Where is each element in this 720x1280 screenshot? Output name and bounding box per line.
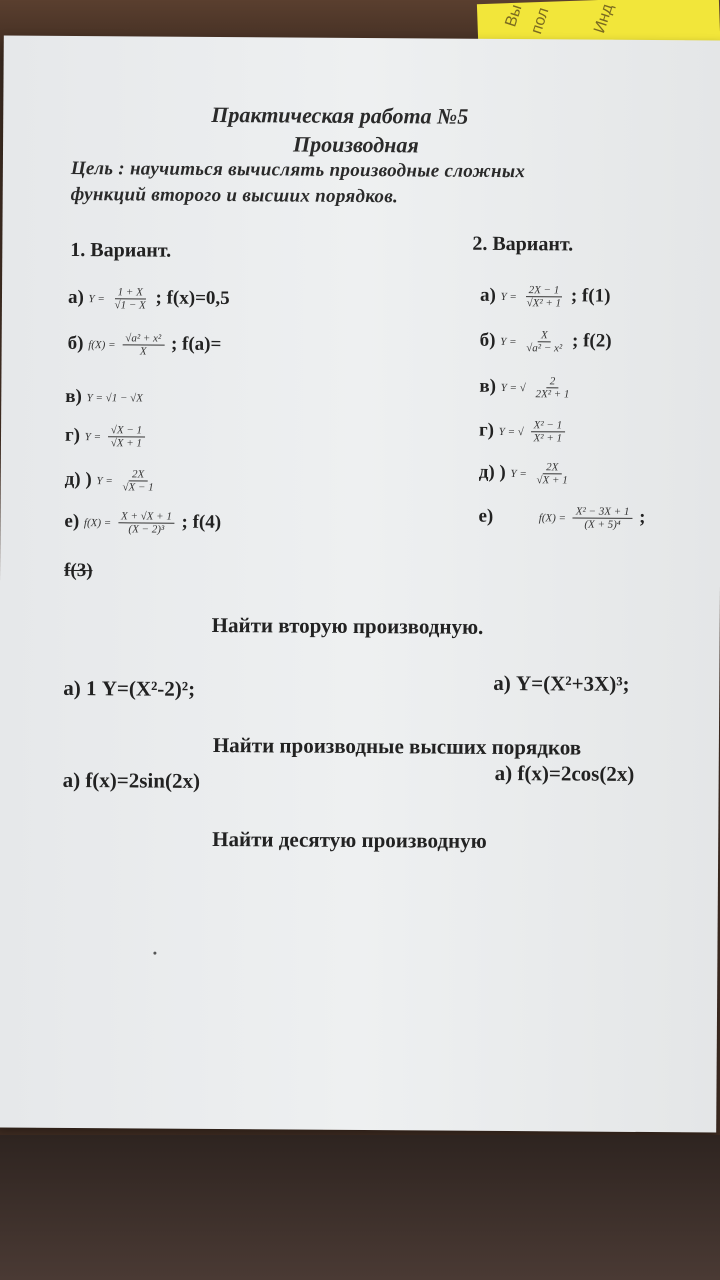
v2-a-tail: ; f(1): [570, 285, 611, 307]
higher-order-heading: Найти производные высших порядков: [212, 732, 582, 760]
v2-e-fraction: [573, 505, 633, 530]
v2-v-lhs: Y = √: [500, 381, 526, 394]
v2-g-fraction: [531, 419, 566, 444]
v1-d-lhs: Y =: [96, 474, 113, 487]
v2-g-num: X² − 1: [531, 419, 566, 432]
v2-item-e: [478, 505, 645, 531]
v1-a-lhs: Y =: [88, 292, 105, 305]
goal-line-2: функций второго и высших порядков.: [70, 183, 399, 208]
v2-b-den: √a² − x²: [526, 342, 563, 355]
sticky-text-1: Вы: [502, 2, 526, 29]
v2-e-label: е): [478, 505, 494, 527]
v1-item-b: [68, 332, 222, 358]
v1-v-label: в): [65, 385, 82, 408]
v1-e-num: X + √X + 1: [118, 510, 175, 523]
v2-v-den: 2X² + 1: [535, 388, 570, 401]
v2-v-fraction: [532, 375, 572, 400]
v1-g-num: √X − 1: [108, 424, 145, 437]
sticky-text-3: Инд: [591, 1, 617, 36]
v2-item-b: [480, 329, 612, 355]
worksheet-title: Практическая работа №5: [211, 101, 469, 129]
v2-d-label: д) ): [478, 461, 506, 483]
v2-g-label: г): [479, 419, 495, 441]
v1-e-extra: f(3): [64, 559, 93, 582]
v2-a-num: 2X − 1: [526, 284, 563, 297]
v1-g-lhs: Y =: [84, 430, 102, 443]
v1-b-lhs: f(X) =: [88, 338, 116, 351]
v2-a-den: √X² + 1: [526, 297, 562, 310]
v2-b-tail: ; f(2): [571, 330, 612, 352]
v1-g-fraction: [108, 424, 145, 449]
v2-d-lhs: Y =: [510, 467, 527, 480]
higher-order-left: а) f(x)=2sin(2x): [62, 767, 201, 793]
v2-g-den: X² + 1: [533, 432, 563, 445]
v1-e-tail: ; f(4): [181, 511, 222, 533]
v2-e-den: (X + 5)⁴: [584, 518, 621, 531]
sticky-text-2: пол: [528, 5, 553, 37]
v1-b-label: б): [67, 332, 84, 354]
v1-e-den: (X − 2)³: [128, 523, 165, 536]
v2-b-num: X: [538, 329, 551, 342]
v1-b-tail: ; f(a)=: [170, 333, 222, 355]
v2-a-label: а): [479, 284, 496, 306]
v1-a-num: 1 + X: [115, 286, 146, 299]
v2-item-g: [479, 419, 567, 445]
v1-e-lhs: f(X) =: [83, 516, 112, 529]
table-surface-bottom: [0, 1135, 720, 1280]
higher-order-right: а) f(x)=2cos(2x): [494, 760, 635, 786]
v2-item-d: [479, 461, 573, 487]
second-derivative-right: а) Y=(X²+3X)³;: [493, 670, 630, 696]
v1-a-tail: ; f(x)=0,5: [155, 287, 230, 309]
v1-v-expr: Y = √1 − √X: [86, 391, 143, 405]
v2-v-num: 2: [547, 375, 559, 388]
v1-d-den: √X − 1: [122, 481, 154, 494]
v1-d-num: 2X: [129, 468, 147, 481]
v1-b-fraction: [122, 332, 164, 357]
v1-e-fraction: [118, 510, 175, 535]
v2-a-lhs: Y =: [500, 290, 517, 303]
v2-e-num: X² − 3X + 1: [573, 505, 633, 518]
v1-a-label: а): [67, 286, 84, 308]
variant2-heading: 2. Вариант.: [472, 232, 574, 256]
v1-item-e: [64, 510, 221, 536]
worksheet-paper: [0, 36, 720, 1133]
v2-item-v: [479, 375, 574, 401]
v1-e-label: е): [64, 510, 80, 532]
v2-e-tail: ;: [639, 506, 646, 528]
v1-a-den: √1 − X: [114, 299, 146, 312]
v1-a-fraction: [112, 286, 149, 311]
v1-g-den: √X + 1: [110, 437, 142, 450]
v1-d-label: д) ): [64, 468, 92, 490]
second-derivative-left: а) 1 Y=(X²-2)²;: [63, 675, 196, 701]
paper-speck: [153, 952, 156, 955]
v1-b-num: √a² + x²: [122, 332, 164, 345]
v1-item-g: [65, 424, 147, 450]
v2-d-fraction: [533, 461, 570, 486]
v2-d-den: √X + 1: [536, 474, 568, 487]
v1-item-d: [65, 468, 159, 494]
v1-b-den: X: [139, 345, 147, 358]
tenth-derivative-heading: Найти десятую производную: [212, 826, 487, 853]
v2-g-lhs: Y = √: [498, 425, 524, 438]
v1-g-label: г): [64, 424, 81, 446]
v1-item-v: [65, 386, 143, 409]
goal-line-1: Цель : научиться вычислять производные сложных: [70, 157, 526, 183]
second-derivative-heading: Найти вторую производную.: [211, 612, 484, 639]
v2-item-a: [480, 284, 611, 310]
v2-b-fraction: [523, 329, 565, 354]
v1-item-a: [68, 286, 230, 312]
v2-b-lhs: Y =: [500, 335, 517, 348]
worksheet-subtitle: Производная: [292, 131, 419, 158]
variant1-heading: 1. Вариант.: [70, 238, 172, 262]
v2-b-label: б): [479, 329, 496, 351]
v2-e-lhs: f(X) =: [538, 511, 567, 524]
v2-a-fraction: [524, 284, 565, 309]
v2-d-num: 2X: [543, 461, 561, 474]
v1-d-fraction: [119, 468, 156, 493]
v2-v-label: в): [479, 375, 497, 397]
